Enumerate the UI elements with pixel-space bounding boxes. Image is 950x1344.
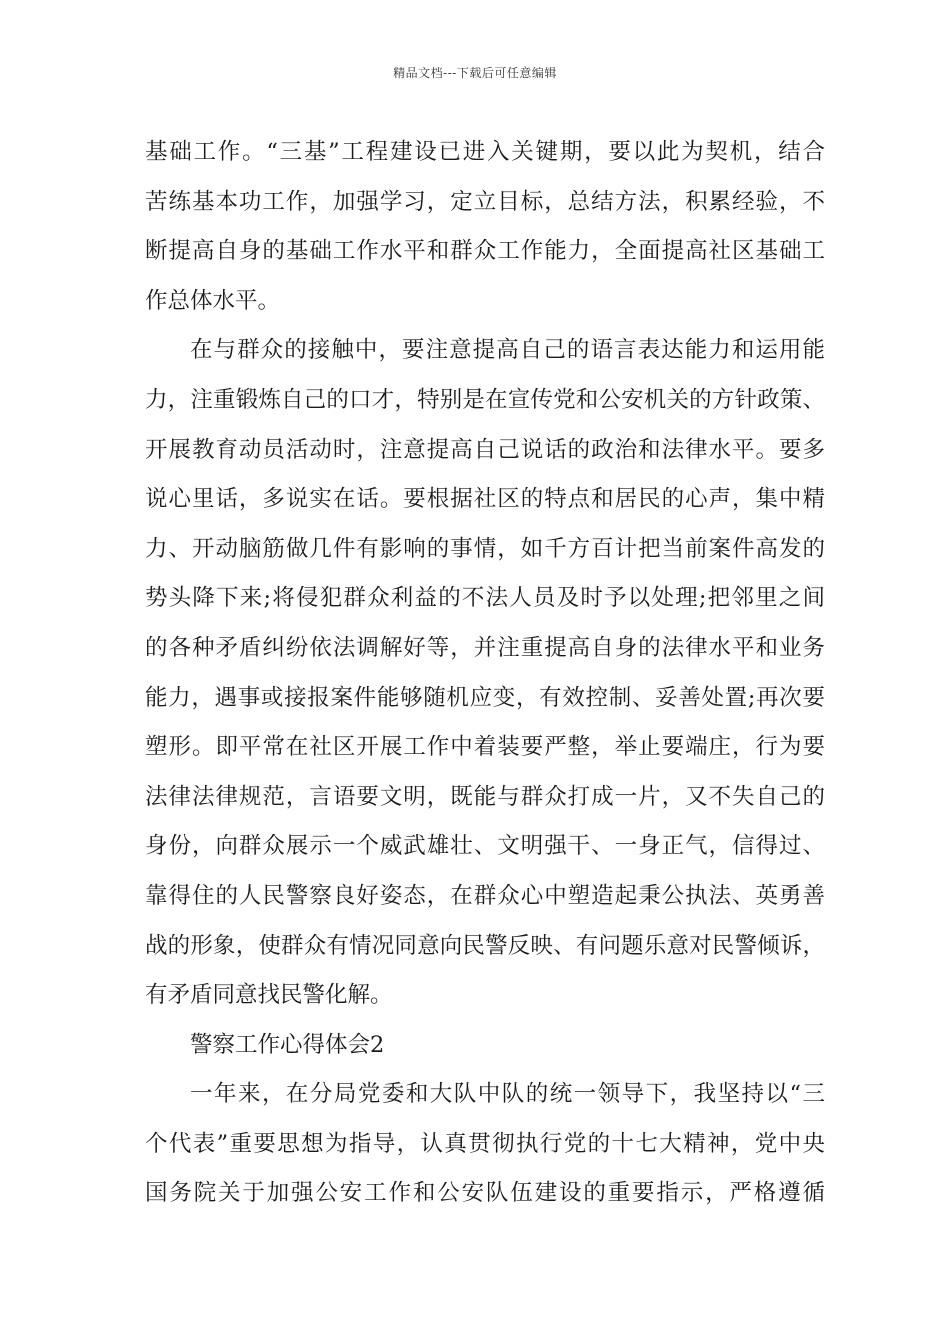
text-line: 塑形。即平常在社区开展工作中着装要严整，举止要端庄，行为要 bbox=[145, 734, 825, 761]
text-line: 在与群众的接触中，要注意提高自己的语言表达能力和运用能 bbox=[190, 337, 825, 364]
text-line: 力，注重锻炼自己的口才，特别是在宣传党和公安机关的方针政策、 bbox=[145, 386, 825, 413]
text-line: 身份，向群众展示一个威武雄壮、文明强干、一身正气，信得过、 bbox=[145, 833, 825, 860]
text-line: 警察工作心得体会2 bbox=[190, 1031, 385, 1058]
body-text bbox=[145, 128, 825, 1219]
text-line: 基础工作。“三基”工程建设已进入关键期，要以此为契机，结合 bbox=[145, 139, 825, 165]
text-line: 法律法律规范，言语要文明，既能与群众打成一片，又不失自己的 bbox=[145, 783, 825, 810]
text-line: 开展教育动员活动时，注意提高自己说话的政治和法律水平。要多 bbox=[145, 436, 825, 463]
text-line: 苦练基本功工作，加强学习，定立目标，总结方法，积累经验，不 bbox=[145, 188, 825, 215]
text-line: 有矛盾同意找民警化解。 bbox=[145, 982, 393, 1009]
text-line: 力、开动脑筋做几件有影响的事情，如千方百计把当前案件高发的 bbox=[145, 535, 825, 562]
text-line: 国务院关于加强公安工作和公安队伍建设的重要指示，严格遵循 bbox=[145, 1180, 825, 1207]
text-line: 说心里话，多说实在话。要根据社区的特点和居民的心声，集中精 bbox=[145, 486, 825, 513]
text-line: 战的形象，使群众有情况同意向民警反映、有问题乐意对民警倾诉， bbox=[145, 932, 825, 959]
text-line: 能力，遇事或接报案件能够随机应变，有效控制、妥善处置;再次要 bbox=[145, 684, 825, 711]
text-line: 势头降下来;将侵犯群众利益的不法人员及时予以处理;把邻里之间 bbox=[145, 585, 825, 612]
text-line: 作总体水平。 bbox=[145, 287, 281, 314]
text-line: 一年来，在分局党委和大队中队的统一领导下，我坚持以“三 bbox=[190, 1081, 825, 1108]
page-header: 精品文档---下载后可任意编辑 bbox=[393, 66, 557, 80]
text-line: 的各种矛盾纠纷依法调解好等，并注重提高自身的法律水平和业务 bbox=[145, 634, 825, 661]
text-line: 断提高自身的基础工作水平和群众工作能力，全面提高社区基础工 bbox=[145, 238, 825, 265]
text-line: 靠得住的人民警察良好姿态，在群众心中塑造起秉公执法、英勇善 bbox=[145, 882, 825, 909]
text-line: 个代表”重要思想为指导，认真贯彻执行党的十七大精神，党中央 bbox=[145, 1130, 825, 1157]
